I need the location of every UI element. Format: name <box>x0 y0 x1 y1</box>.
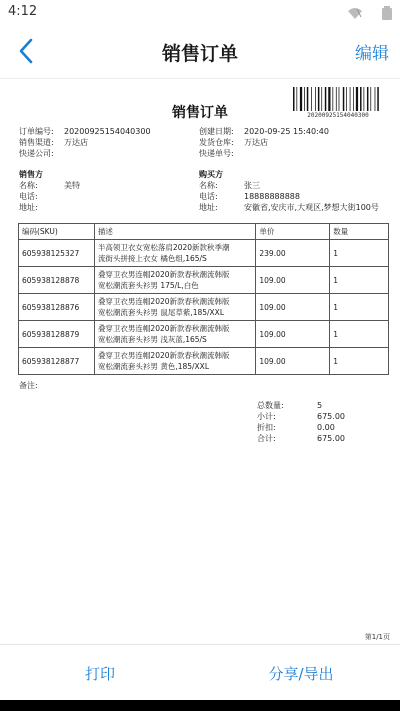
system-nav-bar <box>0 700 400 711</box>
order-document <box>0 78 400 644</box>
cell-desc <box>94 240 255 267</box>
total-qty-label: 总数量: <box>257 401 284 410</box>
express-no-label: 快递单号: <box>199 149 234 158</box>
desc-line: 半高领卫衣女宽松落肩2020新款秋季潮 <box>97 243 230 252</box>
col-header-sku: 编码(SKU) <box>19 224 95 240</box>
footer-actions <box>0 644 400 700</box>
col-header-desc: 描述 <box>94 224 255 240</box>
buyer-name-label: 名称: <box>199 181 218 190</box>
desc-line: 叠穿卫衣男连帽2020新款春秋潮流韩版 <box>97 297 230 306</box>
cell-qty: 1 <box>330 348 389 375</box>
discount-label: 折扣: <box>257 423 276 432</box>
seller-address-label: 地址: <box>19 203 38 212</box>
status-time: 4:12 <box>8 4 38 19</box>
table-row <box>19 267 389 294</box>
buyer-phone: 18888888888 <box>244 192 300 201</box>
buyer-phone-label: 电话: <box>199 192 218 201</box>
print-button[interactable]: 打印 <box>84 665 115 683</box>
grand-total-label: 合计: <box>257 434 276 443</box>
barcode-number: 20200925154040300 <box>307 112 369 119</box>
desc-line: 宽松潮流套头衫男 浅灰蓝,165/S <box>97 335 207 344</box>
edit-button[interactable]: 编辑 <box>355 44 389 64</box>
col-header-price: 单价 <box>256 224 330 240</box>
buyer-address: 安徽省,安庆市,大观区,梦想大街100号 <box>244 203 379 212</box>
order-no-label: 订单编号: <box>19 127 54 136</box>
document-title: 销售订单 <box>172 105 228 121</box>
seller-phone-label: 电话: <box>19 192 38 201</box>
cell-sku: 605938125327 <box>19 240 95 267</box>
cell-desc <box>94 348 255 375</box>
seller-heading: 销售方 <box>19 170 43 179</box>
table-row <box>19 294 389 321</box>
subtotal: 675.00 <box>317 412 345 421</box>
cell-sku: 605938128879 <box>19 321 95 348</box>
table-row <box>19 321 389 348</box>
express-company-label: 快递公司: <box>19 149 54 158</box>
desc-line: 流街头拼接上衣女 橘色组,165/S <box>97 254 207 263</box>
desc-line: 宽松潮流套头衫男 175/L,白色 <box>97 281 199 290</box>
cell-sku: 605938128876 <box>19 294 95 321</box>
battery-icon <box>382 6 392 20</box>
items-table <box>18 223 389 375</box>
buyer-heading: 购买方 <box>199 170 223 179</box>
warehouse-label: 发货仓库: <box>199 138 234 147</box>
share-export-button[interactable]: 分享/导出 <box>268 665 334 683</box>
discount: 0.00 <box>317 423 335 432</box>
cell-desc <box>94 321 255 348</box>
status-icons <box>347 5 392 24</box>
buyer-address-label: 地址: <box>199 203 218 212</box>
cell-desc <box>94 267 255 294</box>
cell-sku: 605938128877 <box>19 348 95 375</box>
table-header-row <box>19 224 389 240</box>
table-row <box>19 240 389 267</box>
channel: 万达店 <box>64 138 88 147</box>
cell-qty: 1 <box>330 267 389 294</box>
created-label: 创建日期: <box>199 127 234 136</box>
desc-line: 叠穿卫衣男连帽2020新款春秋潮流韩版 <box>97 324 230 333</box>
channel-label: 销售渠道: <box>19 138 54 147</box>
remark-label: 备注: <box>19 381 38 390</box>
cell-desc <box>94 294 255 321</box>
table-row <box>19 348 389 375</box>
buyer-name: 张三 <box>244 181 260 190</box>
created-date: 2020-09-25 15:40:40 <box>244 127 329 136</box>
desc-line: 叠穿卫衣男连帽2020新款春秋潮流韩版 <box>97 270 230 279</box>
page-number: 第1/1页 <box>364 633 390 641</box>
seller-name-label: 名称: <box>19 181 38 190</box>
cell-sku: 605938128878 <box>19 267 95 294</box>
cell-price: 109.00 <box>256 267 330 294</box>
desc-line: 叠穿卫衣男连帽2020新款春秋潮流韩版 <box>97 351 230 360</box>
desc-line: 宽松潮流套头衫男 黄色,185/XXL <box>97 362 210 371</box>
app-header <box>0 24 400 78</box>
page-title: 销售订单 <box>161 43 238 65</box>
cell-price: 239.00 <box>256 240 330 267</box>
cell-price: 109.00 <box>256 294 330 321</box>
cell-qty: 1 <box>330 294 389 321</box>
grand-total: 675.00 <box>317 434 345 443</box>
cell-price: 109.00 <box>256 348 330 375</box>
subtotal-label: 小计: <box>257 412 276 421</box>
cell-price: 109.00 <box>256 321 330 348</box>
status-bar <box>0 0 400 24</box>
desc-line: 宽松潮流套头衫男 鼠尾草紫,185/XXL <box>97 308 225 317</box>
wifi-icon <box>347 6 377 20</box>
col-header-qty: 数量 <box>330 224 389 240</box>
warehouse: 万达店 <box>244 138 268 147</box>
barcode-image <box>292 87 384 111</box>
seller-name: 美特 <box>64 181 80 190</box>
total-qty: 5 <box>317 401 323 410</box>
order-no: 20200925154040300 <box>64 127 151 136</box>
cell-qty: 1 <box>330 240 389 267</box>
cell-qty: 1 <box>330 321 389 348</box>
